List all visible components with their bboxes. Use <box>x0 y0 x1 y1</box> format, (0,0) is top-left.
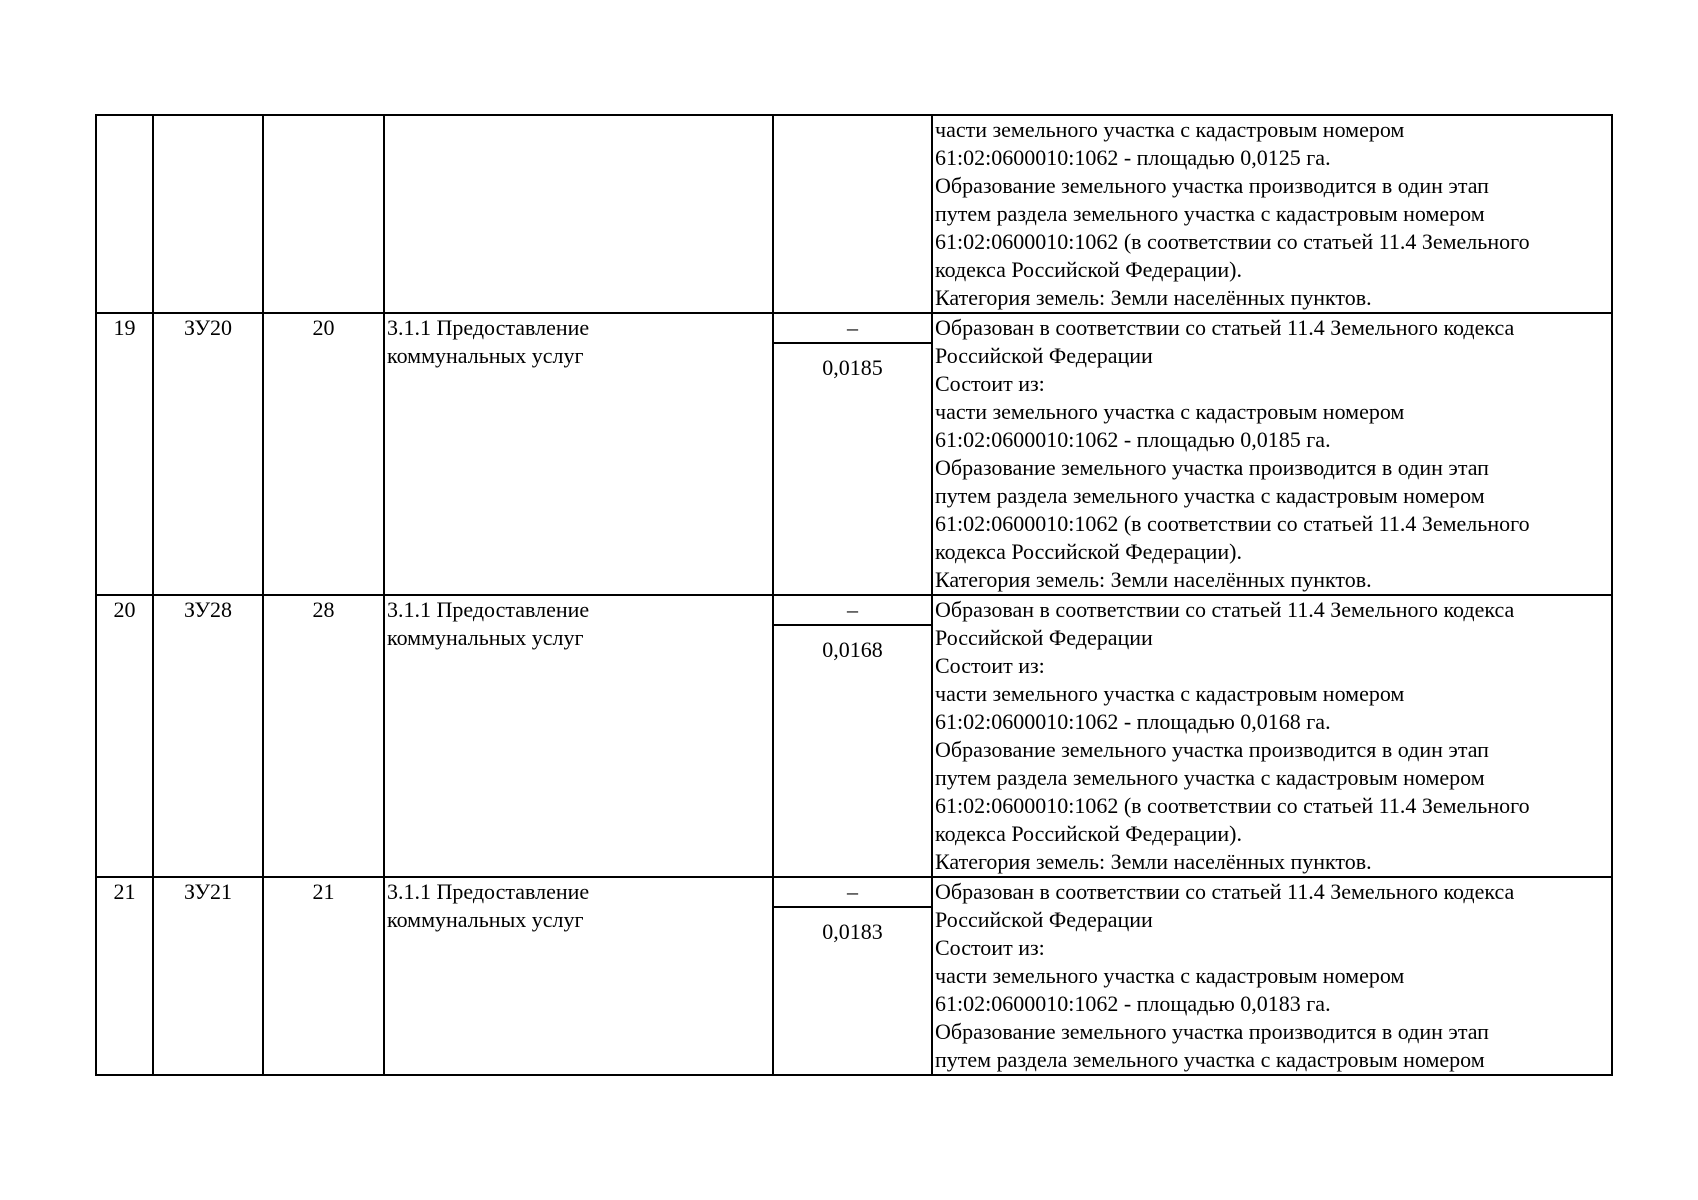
description-line: части земельного участка с кадастровым номером <box>935 681 1405 706</box>
cell-use <box>384 115 773 313</box>
plot-code: ЗУ20 <box>183 315 233 340</box>
cell-num <box>96 115 153 313</box>
plot-code: ЗУ28 <box>183 597 233 622</box>
description-line: Образование земельного участка производится в один этап <box>935 173 1489 198</box>
plot-code: ЗУ21 <box>183 879 233 904</box>
cell-no <box>263 115 384 313</box>
description-line: Российской Федерации <box>935 343 1153 368</box>
description-line: Российской Федерации <box>935 625 1153 650</box>
cell-no <box>263 313 384 595</box>
cell-use <box>384 313 773 595</box>
cell-area <box>773 115 932 313</box>
description-line: путем раздела земельного участка с кадастровым номером <box>935 201 1485 226</box>
cell-area <box>773 595 932 877</box>
description-line: части земельного участка с кадастровым номером <box>935 963 1405 988</box>
cell-code <box>153 115 263 313</box>
description-line: Категория земель: Земли населённых пунктов. <box>935 567 1372 592</box>
table-row <box>96 877 1612 1075</box>
row-number: 19 <box>113 315 136 340</box>
cell-use <box>384 877 773 1075</box>
permitted-use: 3.1.1 Предоставление коммунальных услуг <box>387 597 590 650</box>
description-line: Образование земельного участка производится в один этап <box>935 737 1489 762</box>
description-line: 61:02:0600010:1062 - площадью 0,0168 га. <box>935 709 1331 734</box>
permitted-use: 3.1.1 Предоставление коммунальных услуг <box>387 315 590 368</box>
description-line: кодекса Российской Федерации). <box>935 539 1242 564</box>
table-row-continuation <box>96 115 1612 313</box>
cell-description <box>932 313 1612 595</box>
cell-description <box>932 877 1612 1075</box>
description-line: кодекса Российской Федерации). <box>935 821 1242 846</box>
description-line: Образован в соответствии со статьей 11.4 Земельного кодекса <box>935 315 1515 340</box>
description-line: 61:02:0600010:1062 - площадью 0,0183 га. <box>935 991 1331 1016</box>
area-value: 0,0168 <box>822 637 883 662</box>
plot-number: 21 <box>312 879 335 904</box>
area-dash: – <box>774 878 931 908</box>
cell-no <box>263 595 384 877</box>
description-line: Категория земель: Земли населённых пунктов. <box>935 849 1372 874</box>
cell-use <box>384 595 773 877</box>
permitted-use: 3.1.1 Предоставление коммунальных услуг <box>387 879 590 932</box>
plot-number: 20 <box>312 315 335 340</box>
area-value: 0,0185 <box>822 355 883 380</box>
cell-description <box>932 115 1612 313</box>
description-line: кодекса Российской Федерации). <box>935 257 1242 282</box>
cell-code <box>153 595 263 877</box>
land-plots-table <box>95 114 1613 1076</box>
cell-code <box>153 877 263 1075</box>
description-line: Образование земельного участка производится в один этап <box>935 455 1489 480</box>
table-row <box>96 313 1612 595</box>
cell-num <box>96 877 153 1075</box>
description-line: Состоит из: <box>935 935 1045 960</box>
cell-description <box>932 595 1612 877</box>
row-number: 21 <box>113 879 136 904</box>
description-line: Российской Федерации <box>935 907 1153 932</box>
description-line: Образован в соответствии со статьей 11.4 Земельного кодекса <box>935 879 1515 904</box>
description-line: части земельного участка с кадастровым номером <box>935 399 1405 424</box>
description-line: 61:02:0600010:1062 (в соответствии со статьей 11.4 Земельного <box>935 511 1530 536</box>
description-line: путем раздела земельного участка с кадастровым номером <box>935 765 1485 790</box>
description-line: 61:02:0600010:1062 - площадью 0,0185 га. <box>935 427 1331 452</box>
cell-area <box>773 313 932 595</box>
description-line: путем раздела земельного участка с кадастровым номером <box>935 1047 1485 1072</box>
cell-no <box>263 877 384 1075</box>
description-line: Образован в соответствии со статьей 11.4 Земельного кодекса <box>935 597 1515 622</box>
description-line: 61:02:0600010:1062 (в соответствии со статьей 11.4 Земельного <box>935 793 1530 818</box>
description-line: Образование земельного участка производится в один этап <box>935 1019 1489 1044</box>
cell-num <box>96 595 153 877</box>
description-line: Состоит из: <box>935 653 1045 678</box>
area-value: 0,0183 <box>822 919 883 944</box>
cell-area <box>773 877 932 1075</box>
row-number: 20 <box>113 597 136 622</box>
description-line: Состоит из: <box>935 371 1045 396</box>
description-line: путем раздела земельного участка с кадастровым номером <box>935 483 1485 508</box>
table-row <box>96 595 1612 877</box>
description-line: Категория земель: Земли населённых пунктов. <box>935 285 1372 310</box>
area-dash: – <box>774 314 931 344</box>
description-line: 61:02:0600010:1062 (в соответствии со статьей 11.4 Земельного <box>935 229 1530 254</box>
cell-num <box>96 313 153 595</box>
area-dash: – <box>774 596 931 626</box>
cell-code <box>153 313 263 595</box>
description-line: части земельного участка с кадастровым номером <box>935 117 1405 142</box>
description-line: 61:02:0600010:1062 - площадью 0,0125 га. <box>935 145 1331 170</box>
plot-number: 28 <box>312 597 335 622</box>
